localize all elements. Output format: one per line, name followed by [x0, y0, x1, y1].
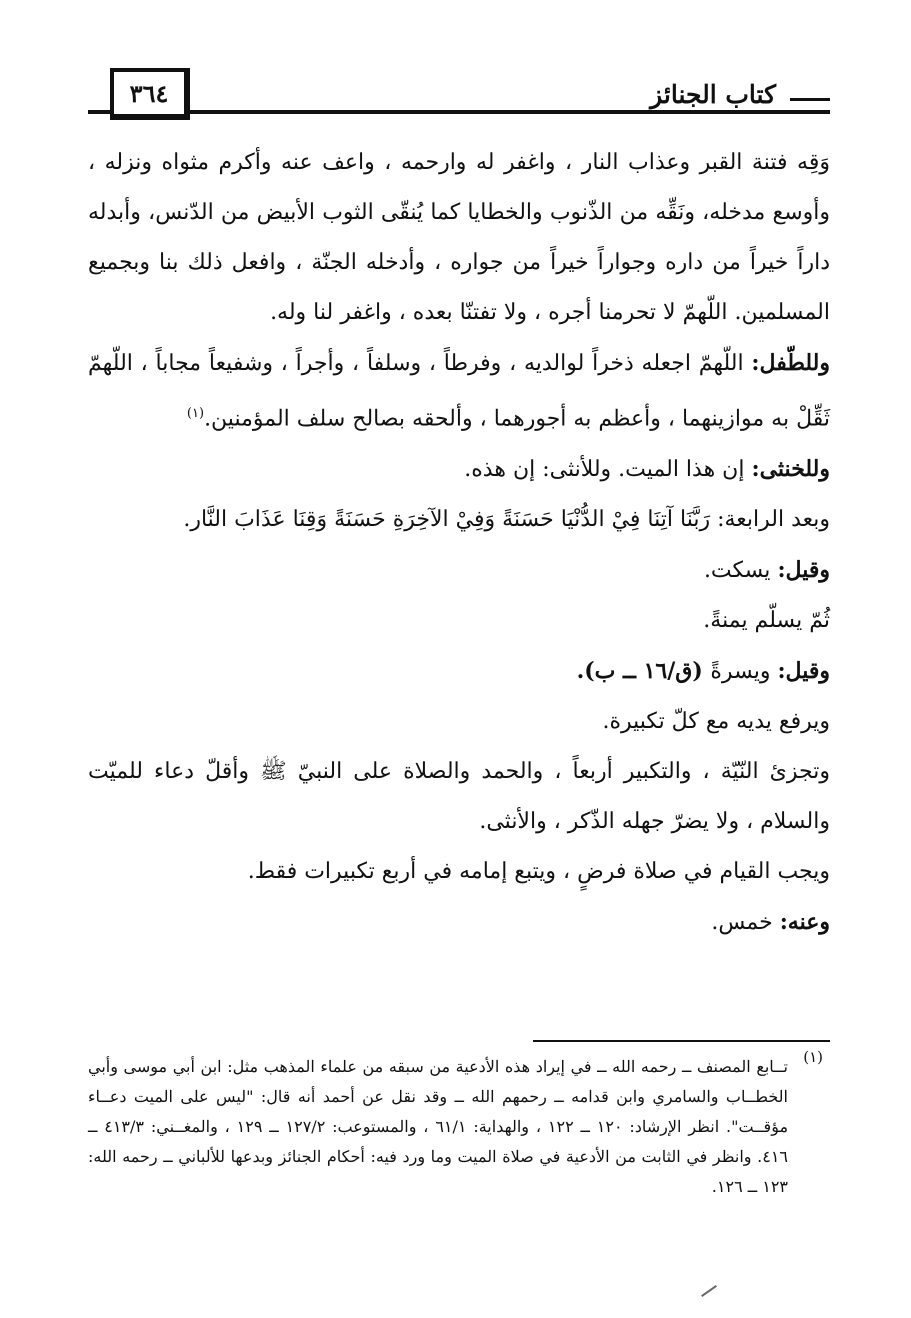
text-five: خمس.: [711, 910, 780, 936]
paragraph-salam-left: [88, 646, 830, 697]
lead-said-1: وقيل:: [777, 557, 830, 584]
lead-said-2: وقيل:: [777, 658, 830, 685]
lead-from-him: وعنه:: [779, 909, 830, 936]
paragraph-fourth: وبعد الرابعة: رَبَّنَا آتِنَا فِيْ الدُّنْيَا حَسَنَةً وَفِيْ الآخِرَةِ حَسَنَةً وَقِنَا عَذَابَ النَّار.: [183, 507, 830, 533]
text-child: اللّهمّ اجعله ذخراً لوالديه ، وفرطاً ، وسلفاً ، وأجراً ، وشفيعاً مجاباً ، اللّهمّ ثَقِّلْ به موازينهما ، وأعظم به أجورهما ، وألحقه بصالح سلف المؤمنين.: [88, 351, 830, 432]
text-left: ويسرةً: [710, 659, 778, 685]
paragraph-standing: ويجب القيام في صلاة فرضٍ ، ويتبع إمامه في أربع تكبيرات فقط.: [247, 859, 830, 885]
paragraph-prayer: وَقِه فتنة القبر وعذاب النار ، واغفر له وارحمه ، واعف عنه وأكرم مثواه ونزله ، وأوسع مدخله، ونَقِّه من الذّنوب والخطايا كما يُنقّى الثوب الأبيض من الدّنس، وأبدله داراً خيراً من داره وجواراً خيراً من جواره ، وأدخله الجنّة ، وافعل ذلك بنا وبجميع المسلمين. اللّهمّ لا تحرمنا أجره ، ولا تفتنّا بعده ، واغفر لنا وله.: [88, 150, 830, 325]
header-rule: [88, 110, 830, 114]
lead-child: وللطّفل:: [751, 350, 830, 376]
paragraph-silent: [88, 545, 830, 596]
stray-mark: [701, 1285, 717, 1297]
footnote-ref: (١): [186, 406, 205, 421]
footnote-text: تــابع المصنف ــ رحمه الله ــ في إيراد هذه الأدعية من سبقه من علماء المذهب مثل: ابن أبي موسى وأبي الخطــاب والسامري وابن قدامه ــ رحمهم الله ــ وقد نقل عن أحمد أنه قال: "ليس على الميت دعــاء مؤقــت". انظر الإرشاد: ١٢٠ ــ ١٢٢ ، والهداية: ٦١/١ ، والمستوعب: ١٢٧/٢ ــ ١٢٩ ، والمغــني: ٤١٣/٣ ــ ٤١٦. وانظر في الثابت من الأدعية في صلاة الميت وما ورد فيه: أحكام الجنائز وبدعها للألباني ــ رحمه الله: ١٢٣ ــ ١٢٦.: [88, 1057, 789, 1196]
header-dash: [790, 98, 830, 101]
page-number: ٣٦٤: [129, 78, 169, 108]
chapter-title: كتاب الجنائز: [642, 80, 784, 109]
lead-hermaphrodite: وللخنثى:: [751, 456, 830, 483]
text-hermaphrodite: إن هذا الميت. وللأنثى: إن هذه.: [464, 457, 752, 483]
paragraph-child: [88, 338, 830, 444]
main-text: [88, 138, 830, 948]
footnote-marker: (١): [803, 1048, 823, 1066]
paragraph-hermaphrodite: [88, 444, 830, 495]
footnote-rule: [533, 1040, 830, 1042]
paragraph-salam-right: ثُمّ يسلّم يمنةً.: [703, 608, 830, 634]
paragraph-sufficient: وتجزئ النّيّة ، والتكبير أربعاً ، والحمد والصلاة على النبيّ ﷺ وأقلّ دعاء للميّت والسلام ، ولا يضرّ جهله الذّكر ، والأنثى.: [88, 759, 830, 835]
text-silent: يسكت.: [703, 558, 778, 584]
paragraph-five: [88, 897, 830, 948]
manuscript-ref: (ق/١٦ ــ ب).: [576, 658, 711, 685]
paragraph-raise-hands: ويرفع يديه مع كلّ تكبيرة.: [602, 709, 830, 735]
page-header: [88, 68, 830, 122]
page-number-box: [110, 68, 190, 120]
